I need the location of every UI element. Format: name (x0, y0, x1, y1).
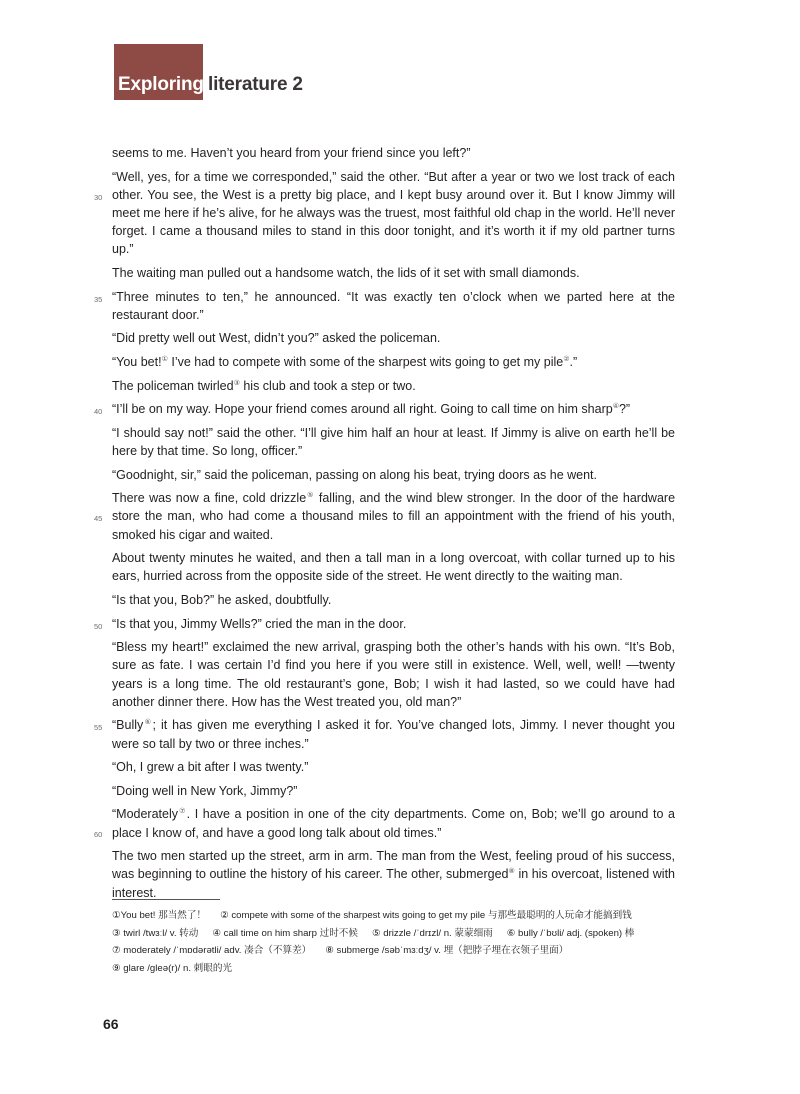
footnote-item: ⑨ glare /gleə(r)/ n. 刺眼的光 (112, 962, 233, 974)
footnote-line (112, 960, 692, 978)
paragraph: “Is that you, Bob?” he asked, doubtfully. (112, 592, 332, 607)
paragraph: 60 “Moderately⑦. I have a position in one of the city departments. Come on, Bob; we’ll go around to a place I know of, and have a good long talk about old times.” (112, 805, 675, 841)
paragraph: 45 There was now a fine, cold drizzle⑤ falling, and the wind blew stronger. In the door of the hardware store the man, who had come a thousand miles to fill an appointment with the friend of his youth, smoked his cigar and waited. (94, 491, 676, 542)
footnote-marker: ⑤ (306, 492, 315, 499)
paragraph: About twenty minutes he waited, and then a tall man in a long overcoat, with collar turned up to his ears, hurried across from the opposite side of the street. He went directly to the waiting man. (112, 551, 675, 584)
paragraph: 35 “Three minutes to ten,” he announced. “It was exactly ten o’clock when we parted here at the restaurant door.” (94, 289, 675, 322)
paragraph: “I should say not!” said the other. “I’ll give him half an hour at least. If Jimmy is alive on earth he’ll be here by that time. So long, officer.” (112, 425, 675, 458)
line-number: 60 (94, 830, 103, 840)
paragraph: seems to me. Haven’t you heard from your friend since you left?” (112, 146, 471, 160)
page-number: 66 (103, 1016, 119, 1032)
footnote-item: ④ call time on him sharp 过时不候 (212, 927, 358, 939)
paragraph: “You bet!① I’ve had to compete with some of the sharpest wits going to get my pile②.” (112, 354, 578, 369)
footnote-marker: ⑦ (178, 808, 187, 816)
story-body (94, 144, 676, 907)
footnote-marker: ⑥ (143, 719, 153, 727)
paragraph: 30 “Well, yes, for a time we corresponded,” said the other. “But after a year or two we lost track of each other. You see, the West is a pretty big place, and I kept busy around over it. But I know Jimmy will meet me here if he’s alive, for he always was the truest, most faithful old chap in the world. He’ll never forget. I came a thousand miles to stand in this door tonight, and it’s worth it if my old partner turns up.” (94, 169, 675, 257)
footnote-item: ② compete with some of the sharpest wits going to get my pile 与那些最聪明的人玩命才能搞到钱 (220, 910, 632, 921)
paragraph: 55 “Bully⑥; it has given me everything I asked it for. You’ve changed lots, Jimmy. I never thought you were so tall by two or three inches.” (94, 718, 676, 751)
paragraph: “Doing well in New York, Jimmy?” (112, 783, 298, 798)
paragraph: “Oh, I grew a bit after I was twenty.” (112, 760, 309, 775)
footnote-item: ⑦ moderately /ˈmɒdərətli/ adv. 凑合（不算差） (112, 945, 312, 957)
line-number: 55 (94, 723, 103, 733)
footnote-divider (112, 899, 220, 900)
paragraph: 50 “Is that you, Jimmy Wells?” cried the man in the door. (112, 615, 675, 633)
footnote-marker: ⑧ (508, 868, 515, 876)
paragraph: The two men started up the street, arm in arm. The man from the West, feeling proud of his success, was beginning to outline the history of his career. The other, submerged⑧ in his overcoat, listened with interest. (112, 849, 676, 900)
chapter-title-exploring: Exploring (118, 74, 204, 95)
paragraph: The policeman twirled③ his club and took a step or two. (112, 378, 416, 393)
line-number: 50 (94, 621, 103, 631)
footnote-item: ③ twirl /twɜːl/ v. 转动 (112, 927, 199, 939)
line-number: 40 (94, 407, 103, 417)
footnote-marker: ② (563, 355, 570, 363)
footnote-line (112, 925, 692, 943)
footnotes (112, 907, 692, 977)
line-number: 45 (94, 514, 103, 524)
paragraph: “Bless my heart!” exclaimed the new arrival, grasping both the other’s hands with his own. “It’s Bob, sure as fate. I was certain I’d find you here if you were still in existence. Well, well, well! —twenty years is a long time. The old restaurant’s gone, Bob; I wish it had lasted, so we could have had another dinner there. How has the West treated you, old man?” (112, 640, 675, 709)
paragraph: 40 “I’ll be on my way. Hope your friend comes around all right. Going to call time on him sharp④?” (112, 400, 675, 418)
paragraph: The waiting man pulled out a handsome watch, the lids of it set with small diamonds. (112, 266, 580, 280)
line-number: 30 (94, 192, 103, 202)
footnote-item: ⑧ submerge /səbˈmɜːdʒ/ v. 埋（把脖子埋在衣领子里面） (325, 945, 569, 957)
line-number: 35 (94, 294, 103, 304)
paragraph: “Goodnight, sir,” said the policeman, passing on along his beat, trying doors as he went. (112, 467, 598, 482)
footnote-item: ⑥ bully /ˈbʊli/ adj. (spoken) 棒 (506, 927, 635, 939)
footnote-line (112, 907, 692, 925)
footnote-line (112, 942, 692, 960)
paragraph: “Did pretty well out West, didn’t you?” asked the policeman. (112, 331, 441, 346)
footnote-marker: ① (161, 355, 168, 363)
footnote-item: ①You bet! 那当然了！ (112, 910, 207, 921)
chapter-title-literature: literature 2 (208, 74, 303, 95)
footnote-marker: ③ (233, 379, 240, 387)
footnote-item: ⑤ drizzle /ˈdrɪzl/ n. 蒙蒙细雨 (372, 927, 493, 939)
footnote-marker: ④ (612, 403, 619, 411)
